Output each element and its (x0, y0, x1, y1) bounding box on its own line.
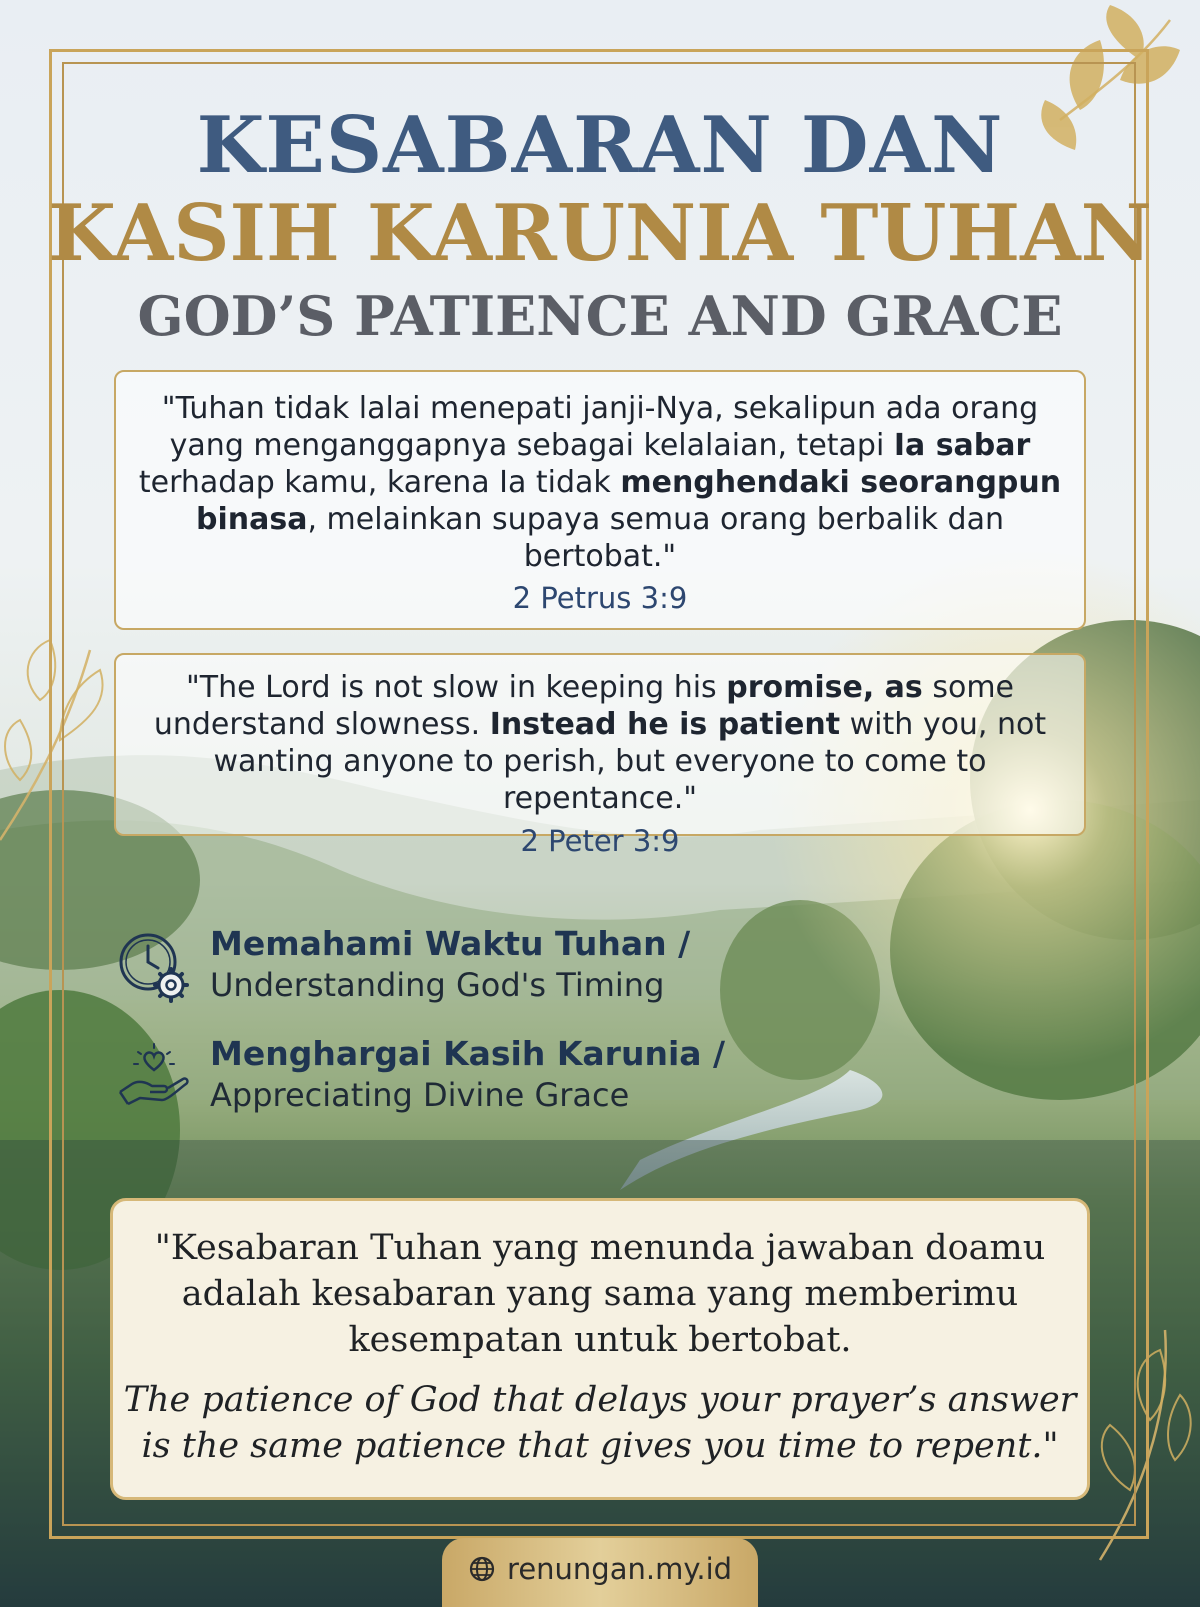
point-subtitle: Appreciating Divine Grace (210, 1076, 630, 1114)
globe-icon (468, 1555, 496, 1583)
verse-text-part: some understand slowness. (153, 670, 1014, 742)
point-appreciating-grace (116, 1032, 816, 1122)
clock-gear-icon (116, 930, 192, 1006)
quote-indonesian: "Kesabaran Tuhan yang menunda jawaban doamu adalah kesabaran yang sama yang memberimu kesempatan untuk bertobat. (154, 1228, 1046, 1360)
verse-text-part: "The Lord is not slow in keeping his (186, 670, 727, 705)
quote-english: The patience of God that delays your prayer’s answer is the same patience that gives you time to repent." (123, 1380, 1077, 1466)
verse-text-part: , melainkan supaya semua orang berbalik dan bertobat." (307, 502, 1004, 574)
verse-box-indonesian (114, 370, 1086, 630)
point-title: Menghargai Kasih Karunia / (210, 1034, 726, 1073)
verse-emphasis: Instead he is patient (489, 707, 841, 742)
verse-text-part: with you, not wanting anyone to perish, but everyone to come to repentance." (213, 707, 1047, 816)
verse-emphasis: menghendaki seorangpun binasa (195, 465, 1062, 537)
website-badge[interactable] (442, 1538, 758, 1607)
verse-box-english (114, 653, 1086, 836)
title-line-1: KESABARAN DAN (196, 100, 1004, 191)
point-title: Memahami Waktu Tuhan / (210, 924, 691, 963)
verse-emphasis: promise, as (726, 670, 923, 705)
reflection-quote-box (110, 1198, 1090, 1500)
verse-text-english (136, 669, 1064, 817)
title-line-2: KASIH KARUNIA TUHAN (48, 188, 1152, 279)
verse-text-part: terhadap kamu, karena Ia tidak (138, 465, 621, 500)
heart-hand-icon (116, 1040, 192, 1116)
subtitle: GOD’S PATIENCE AND GRACE (137, 284, 1063, 348)
verse-reference-english: 2 Peter 3:9 (520, 824, 680, 858)
verse-text-part: "Tuhan tidak lalai menepati janji-Nya, sekalipun ada orang yang menganggapnya sebagai kelalaian, tetapi (161, 391, 1039, 463)
verse-emphasis: Ia sabar (893, 428, 1031, 463)
point-subtitle: Understanding God's Timing (210, 966, 665, 1004)
website-url[interactable]: renungan.my.id (507, 1552, 733, 1586)
verse-text-indonesian (136, 390, 1064, 575)
verse-reference-indonesian: 2 Petrus 3:9 (512, 581, 688, 615)
point-understanding-timing (116, 922, 816, 1012)
